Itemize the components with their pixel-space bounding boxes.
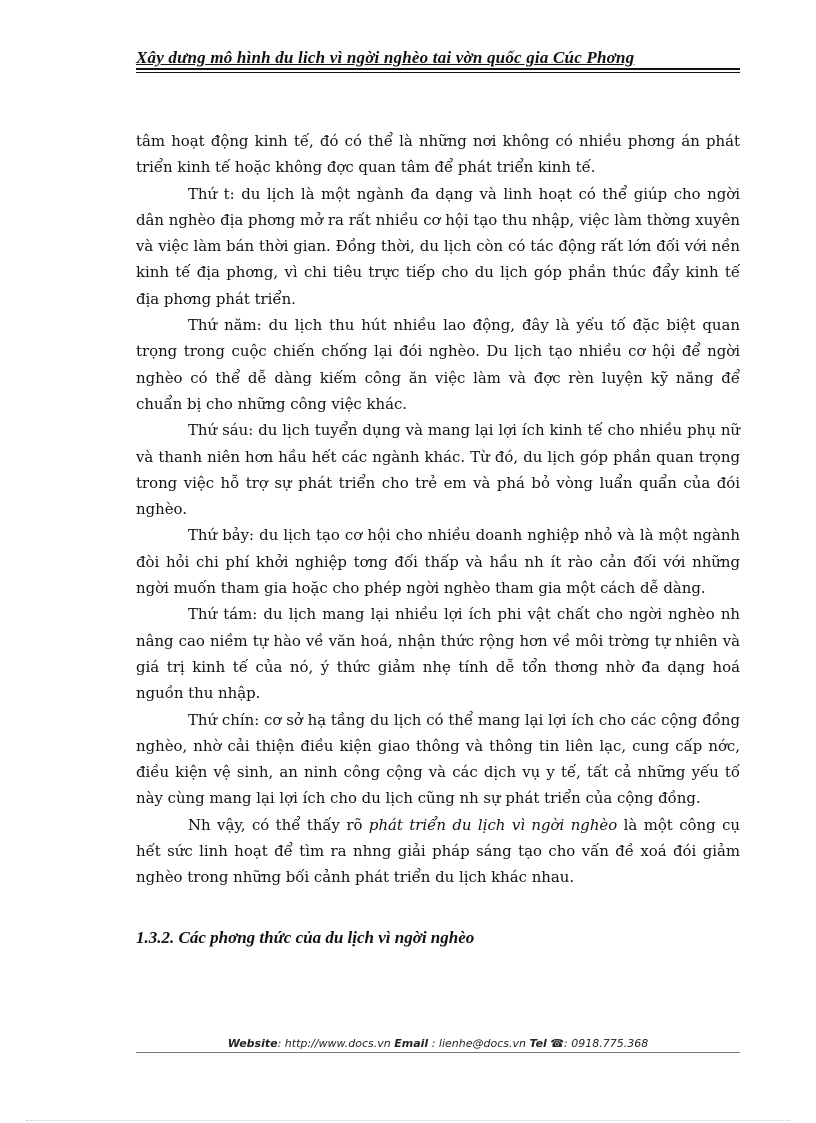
footer-tel-label: Tel xyxy=(529,1037,547,1050)
paragraph-2: Thứ t: du lịch là một ngành đa dạng và linh hoạt có thể giúp cho ngời dân nghèo địa phơng mở ra rất nhiều cơ hội tạo thu nhập, việc làm thờng xuyên và việc làm bán thời gian. Đồng thời, du lịch còn có tác động rất lớn đối với nền kinh tế địa phơng, vì chi tiêu trực tiếp cho du lịch góp phần thúc đẩy kinh tế địa phơng phát triển. xyxy=(136,184,740,308)
paragraph-8 xyxy=(136,812,740,891)
page-footer xyxy=(136,1037,740,1050)
footer-email-link[interactable]: : lienhe@docs.vn xyxy=(428,1037,526,1050)
paragraph-6: Thứ tám: du lịch mang lại nhiều lợi ích phi vật chất cho ngời nghèo nh nâng cao niềm tự hào về văn hoá, nhận thức rộng hơn về môi trờng tự nhiên và giá trị kinh tế của nó, ý thức giảm nhẹ tính dễ tổn thơng nhờ đa dạng hoá nguồn thu nhập. xyxy=(136,605,740,703)
paragraph-8-end: là một công cụ hết sức linh hoạt để tìm ra nhng giải pháp sáng tạo cho vấn đề xoá đói giảm nghèo trong những bối cảnh phát triển du lịch khác nhau. xyxy=(136,815,740,887)
paragraph-3: Thứ năm: du lịch thu hút nhiều lao động, đây là yếu tố đặc biệt quan trọng trong cuộc chiến chống lại đói nghèo. Du lịch tạo nhiều cơ hội để ngời nghèo có thể dễ dàng kiếm công ăn việc làm và đợc rèn luyện kỹ năng để chuẩn bị cho những công việc khác. xyxy=(136,316,740,413)
footer-tel-value: : 0918.775.368 xyxy=(564,1037,649,1050)
footer-website-link[interactable]: : http://www.docs.vn xyxy=(277,1037,391,1050)
header-title: Xây dưng mô hình du lich vì ngời nghèo tai vờn quốc gia Cúc Phơng xyxy=(136,48,635,67)
section-heading: 1.3.2. Các phơng thức của du lịch vì ngời nghèo xyxy=(136,928,475,947)
paragraph-4: Thứ sáu: du lịch tuyển dụng và mang lại lợi ích kinh tế cho nhiều phụ nữ và thanh niên hơn hầu hết các ngành khác. Từ đó, du lịch góp phần quan trọng trong việc hỗ trợ sự phát triển cho trẻ em và phá bỏ vòng luẩn quẩn của đói nghèo. xyxy=(136,421,740,519)
paragraph-7: Thứ chín: cơ sở hạ tầng du lịch có thể mang lại lợi ích cho các cộng đồng nghèo, nhờ cải thiện điều kiện giao thông và thông tin liên lạc, cung cấp nớc, điều kiện vệ sinh, an ninh công cộng và các dịch vụ y tế, tất cả những yếu tố này cùng mang lại lợi ích cho du lịch cũng nh sự phát triển của cộng đồng. xyxy=(136,710,740,808)
paragraph-8-start: Nh vậy, có thể thấy rõ xyxy=(188,815,369,834)
phone-icon: ☎ xyxy=(550,1037,565,1050)
page-bottom-edge xyxy=(26,1120,790,1121)
paragraph-8-emphasis: phát triển du lịch vì ngời nghèo xyxy=(368,815,618,834)
header-rule-thin xyxy=(136,72,740,73)
header-rule xyxy=(136,68,740,70)
footer-rule xyxy=(136,1052,740,1053)
page-header xyxy=(136,48,740,68)
paragraph-1: tâm hoạt động kinh tế, đó có thể là những nơi không có nhiều phơng án phát triển kinh tế hoặc không đợc quan tâm để phát triển kinh tế. xyxy=(136,132,740,177)
document-body xyxy=(136,128,740,891)
footer-website-label: Website xyxy=(227,1037,278,1050)
footer-email-label: Email xyxy=(394,1037,429,1050)
paragraph-5: Thứ bảy: du lịch tạo cơ hội cho nhiều doanh nghiệp nhỏ và là một ngành đòi hỏi chi phí khởi nghiệp tơng đối thấp và hầu nh ít rào cản đối với những ngời muốn tham gia hoặc cho phép ngời nghèo tham gia một cách dễ dàng. xyxy=(136,526,740,598)
